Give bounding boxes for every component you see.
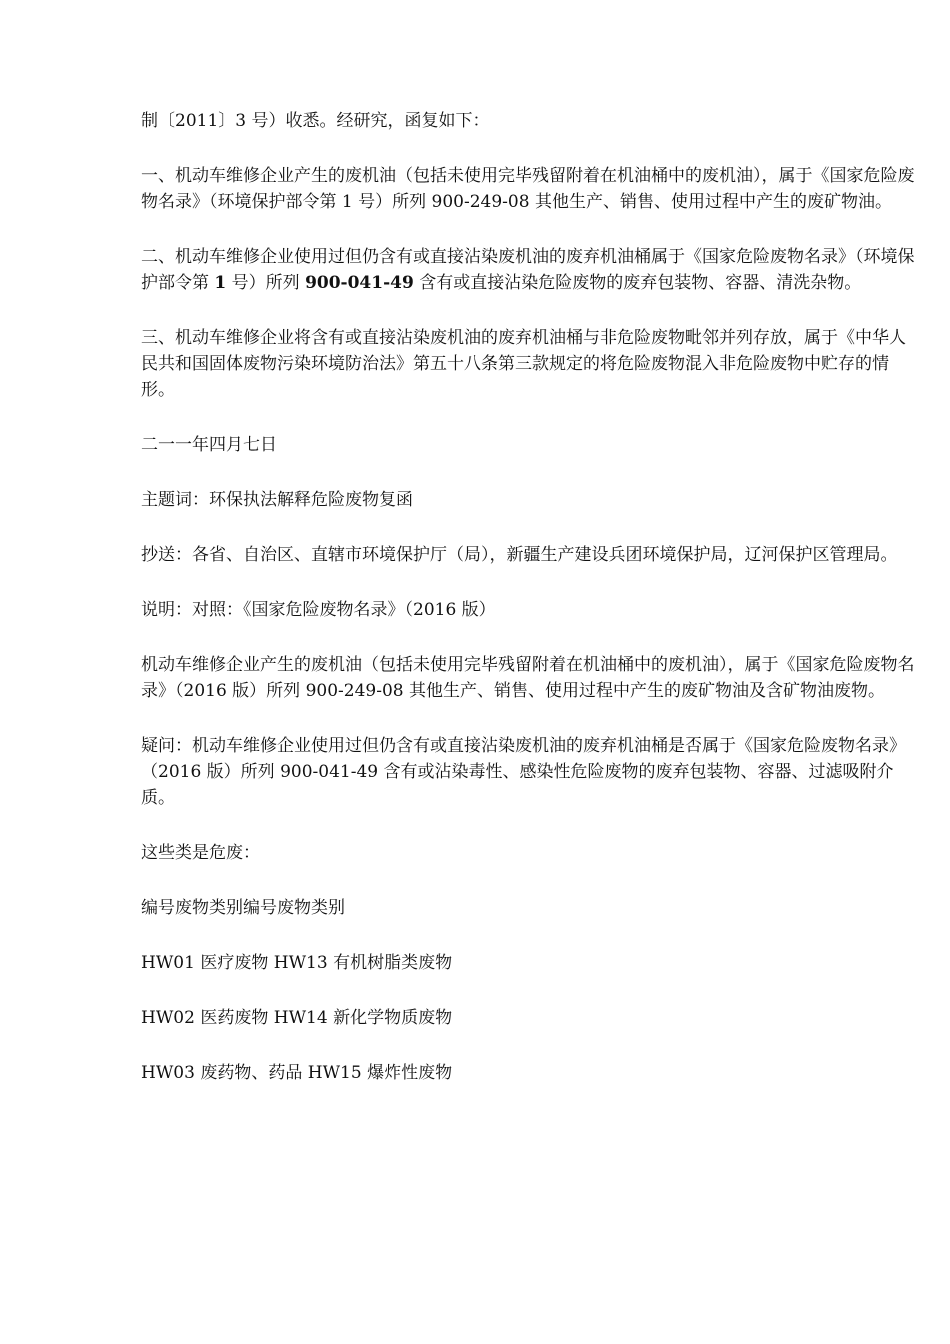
note-paragraph: 机动车维修企业产生的废机油（包括未使用完毕残留附着在机油桶中的废机油），属于《国家危险废物名录》（2016 版）所列 900-249-08 其他生产、销售、使用过程中产生的废矿物油及含矿物油废物。	[141, 655, 915, 701]
cc-paragraph: 抄送：各省、自治区、直辖市环境保护厅（局），新疆生产建设兵团环境保护局，辽河保护区管理局。	[141, 545, 898, 565]
category-row: HW02 医药废物 HW14 新化学物质废物	[141, 1008, 453, 1028]
item-two-text: 含有或直接沾染危险废物的废弃包装物、容器、清洗杂物。	[413, 273, 862, 293]
note-line: 说明：对照：《国家危险废物名录》（2016 版）	[141, 600, 496, 620]
item-two-text: 二、机动车维修企业使用过但仍含有或直接沾染废机油的废弃机油桶属于《国家危险废物名录》（环境保护部令第	[141, 247, 915, 293]
item-two-text: 号）所列	[226, 273, 306, 293]
item-one-paragraph: 一、机动车维修企业产生的废机油（包括未使用完毕残留附着在机油桶中的废机油），属于《国家危险废物名录》（环境保护部令第 1 号）所列 900-249-08 其他生产、销售、使用过程中产生的废矿物油。	[141, 166, 915, 212]
document-page	[141, 108, 916, 1115]
category-row: HW01 医疗废物 HW13 有机树脂类废物	[141, 953, 453, 973]
subject-line: 主题词：环保执法解释危险废物复函	[141, 490, 413, 510]
date-line: 二一一年四月七日	[141, 435, 277, 455]
question-paragraph: 疑问：机动车维修企业使用过但仍含有或直接沾染废机油的废弃机油桶是否属于《国家危险废物名录》（2016 版）所列 900-041-49 含有或沾染毒性、感染性危险废物的废弃包装物、容器、过滤吸附介质。	[141, 736, 906, 808]
category-heading: 这些类是危废：	[141, 843, 260, 863]
intro-paragraph: 制〔2011〕3 号）收悉。经研究，函复如下：	[141, 111, 490, 131]
item-two-bold-code: 900-041-49	[305, 273, 414, 293]
item-two-paragraph	[141, 244, 916, 296]
category-row: HW03 废药物、药品 HW15 爆炸性废物	[141, 1063, 453, 1083]
item-three-paragraph: 三、机动车维修企业将含有或直接沾染废机油的废弃机油桶与非危险废物毗邻并列存放，属于《中华人民共和国固体废物污染环境防治法》第五十八条第三款规定的将危险废物混入非危险废物中贮存的情形。	[141, 328, 906, 400]
category-header-row: 编号废物类别编号废物类别	[141, 898, 345, 918]
item-two-bold-number: 1	[214, 273, 227, 293]
